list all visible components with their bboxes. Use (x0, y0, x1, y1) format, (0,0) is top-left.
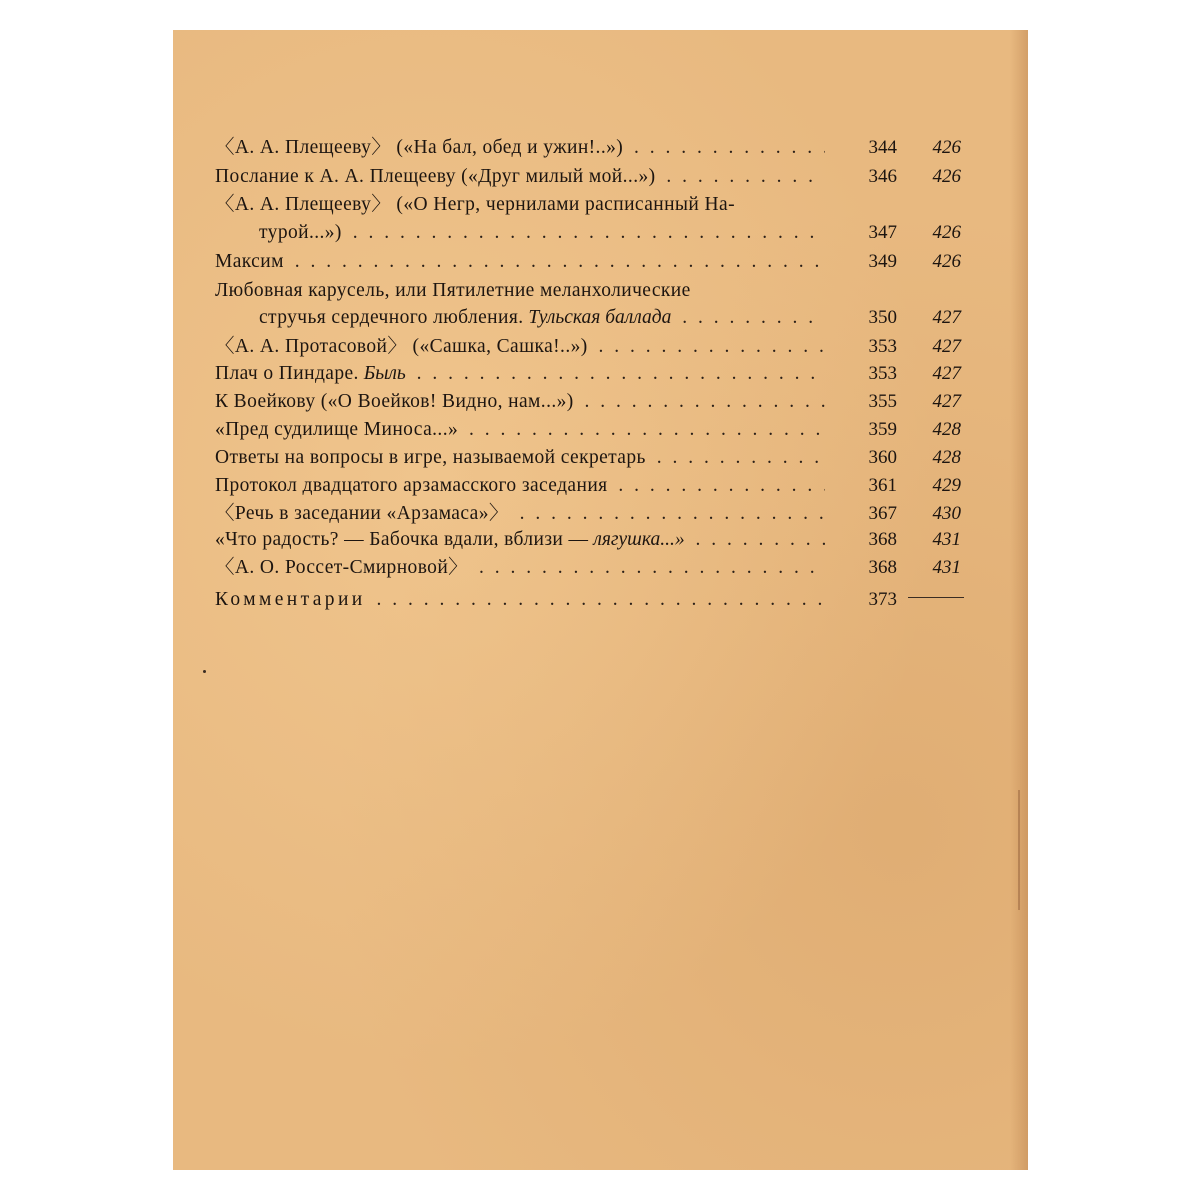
toc-entry[interactable] (215, 334, 825, 360)
entry-title: Протокол двадцатого арзамасского заседания (215, 475, 608, 496)
entry-title-continuation: турой...») (259, 222, 342, 243)
comment-page: 428 (932, 419, 961, 440)
toc-entry[interactable] (215, 389, 825, 415)
page-number: 355 (868, 391, 897, 412)
entry-subtitle: Быль (363, 363, 406, 384)
entry-title-continuation: стручья сердечного любления. (259, 307, 524, 328)
toc-entry[interactable] (215, 473, 825, 499)
entry-title: 〈А. А. Плещееву〉 («О Негр, чернилами расписанный На- (215, 194, 735, 215)
page-number: 353 (868, 363, 897, 384)
page-number: 353 (868, 336, 897, 357)
page-number: 349 (868, 251, 897, 272)
toc-entry[interactable] (215, 501, 825, 527)
comment-page: 427 (932, 336, 961, 357)
page-number: 367 (868, 503, 897, 524)
comment-page: 427 (932, 307, 961, 328)
entry-title: Послание к А. А. Плещееву («Друг милый мой...») (215, 166, 656, 187)
entry-title: Плач о Пиндаре. (215, 363, 359, 384)
comment-page: 426 (932, 166, 961, 187)
entry-title: Ответы на вопросы в игре, называемой секретарь (215, 447, 646, 468)
toc-entry-first-line[interactable] (215, 192, 825, 218)
entry-subtitle: Тульская баллада (528, 307, 672, 328)
divider-rule (908, 597, 964, 598)
comment-page: 431 (932, 557, 961, 578)
toc-entry[interactable] (215, 164, 825, 190)
comment-page: 427 (932, 363, 961, 384)
page-number: 346 (868, 166, 897, 187)
entry-title: 〈Речь в заседании «Арзамаса»〉 (215, 503, 509, 524)
page-number: 361 (868, 475, 897, 496)
page-number: 373 (868, 589, 897, 610)
page-number: 359 (868, 419, 897, 440)
toc-entry-first-line[interactable] (215, 278, 825, 304)
comment-page: 431 (932, 529, 961, 550)
entry-title: «Пред судилище Миноса...» (215, 419, 459, 440)
entry-title: 〈А. О. Россет-Смирновой〉 (215, 557, 469, 578)
comment-page: 427 (932, 391, 961, 412)
comment-page: 426 (932, 251, 961, 272)
page-number: 368 (868, 557, 897, 578)
toc-entry[interactable] (215, 417, 825, 443)
entry-title: Любовная карусель, или Пятилетние меланхолические (215, 280, 691, 301)
comment-page: 430 (932, 503, 961, 524)
entry-title: 〈А. А. Протасовой〉 («Сашка, Сашка!..») (215, 336, 588, 357)
page-number: 347 (868, 222, 897, 243)
page-number: 368 (868, 529, 897, 550)
toc-entry[interactable] (215, 555, 825, 581)
toc-entry[interactable] (215, 249, 825, 275)
page-number: 344 (868, 137, 897, 158)
toc-entry-continuation[interactable] (259, 220, 825, 246)
toc-entry[interactable] (215, 361, 825, 387)
entry-title: К Воейкову («О Воейков! Видно, нам...») (215, 391, 574, 412)
page-number: 360 (868, 447, 897, 468)
page-number: 350 (868, 307, 897, 328)
entry-title: Комментарии (215, 589, 366, 610)
entry-title: 〈А. А. Плещееву〉 («На бал, обед и ужин!..») (215, 137, 624, 158)
toc-entry[interactable] (215, 527, 825, 553)
comment-page: 426 (932, 222, 961, 243)
entry-subtitle: лягушка...» (593, 529, 685, 550)
table-of-contents (173, 30, 1028, 1170)
comment-page: 426 (932, 137, 961, 158)
toc-entry[interactable] (215, 587, 825, 613)
toc-entry-continuation[interactable] (259, 305, 825, 331)
entry-title: «Что радость? — Бабочка вдали, вблизи — (215, 529, 589, 550)
comment-page: 428 (932, 447, 961, 468)
comment-page: 429 (932, 475, 961, 496)
book-page (173, 30, 1028, 1170)
entry-title: Максим (215, 251, 284, 272)
toc-entry[interactable] (215, 445, 825, 471)
toc-entry[interactable] (215, 135, 825, 161)
